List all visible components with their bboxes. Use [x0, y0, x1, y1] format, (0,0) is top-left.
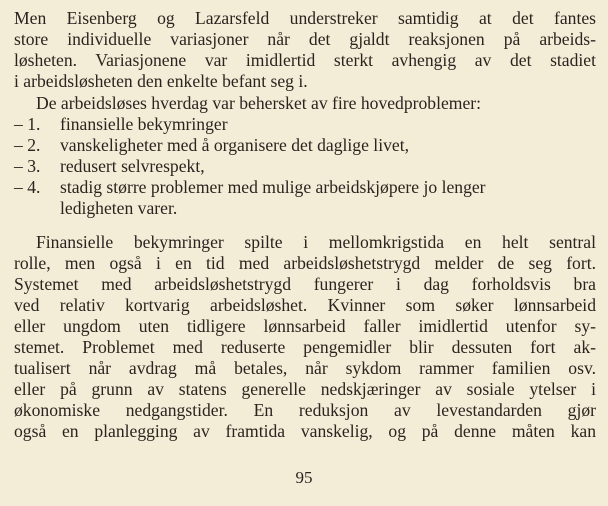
list-marker: – 2. [14, 135, 41, 155]
text-line: store individuelle variasjoner når det gjaldt reaksjonen på arbeids- [14, 29, 596, 49]
page-number: 95 [295, 468, 313, 487]
text-line: Finansielle bekymringer spilte i mellomkrigstida en helt sentral [36, 232, 596, 252]
list-item-text: finansielle bekymringer [60, 114, 228, 134]
text-line: Systemet med arbeidsløshetstrygd fungerer i dag forholdsvis bra [14, 274, 596, 294]
text-line: løsheten. Variasjonene var imidlertid sterkt avhengig av det stadiet [14, 50, 596, 70]
list-item-text: stadig større problemer med mulige arbeidskjøpere jo lenger [60, 177, 486, 197]
text-line: ved relativ kortvarig arbeidsløshet. Kvinner som søker lønnsarbeid [14, 295, 596, 315]
text-line: Men Eisenberg og Lazarsfeld understreker samtidig at det fantes [14, 8, 596, 28]
list-marker: – 4. [14, 177, 41, 197]
list-item-text: vanskeligheter med å organisere det daglige livet, [60, 135, 409, 155]
text-line: tualisert når avdrag må betales, når sykdom rammer familien osv. [14, 358, 596, 378]
text-line: økonomiske nedgangstider. En reduksjon av levestandarden gjør [14, 400, 596, 420]
text-line: i arbeidsløsheten den enkelte befant seg i. [14, 71, 308, 91]
list-marker: – 1. [14, 114, 41, 134]
text-line: eller på grunn av statens generelle nedskjæringer av sosiale ytelser i [14, 379, 596, 399]
list-item-continuation: ledigheten varer. [60, 198, 178, 218]
list-intro: De arbeidsløses hverdag var behersket av fire hovedproblemer: [36, 93, 482, 113]
list-item-text: redusert selvrespekt, [60, 156, 205, 176]
text-line: stemet. Problemet med reduserte pengemidler blir dessuten fort ak- [14, 337, 596, 357]
text-line: også en planlegging av framtida vanskelig, og på denne måten kan [14, 421, 596, 441]
text-line: rolle, men også i en tid med arbeidsløshetstrygd melder de seg fort. [14, 253, 596, 273]
text-line: eller ungdom uten tidligere lønnsarbeid faller imidlertid utenfor sy- [14, 316, 596, 336]
list-marker: – 3. [14, 156, 41, 176]
